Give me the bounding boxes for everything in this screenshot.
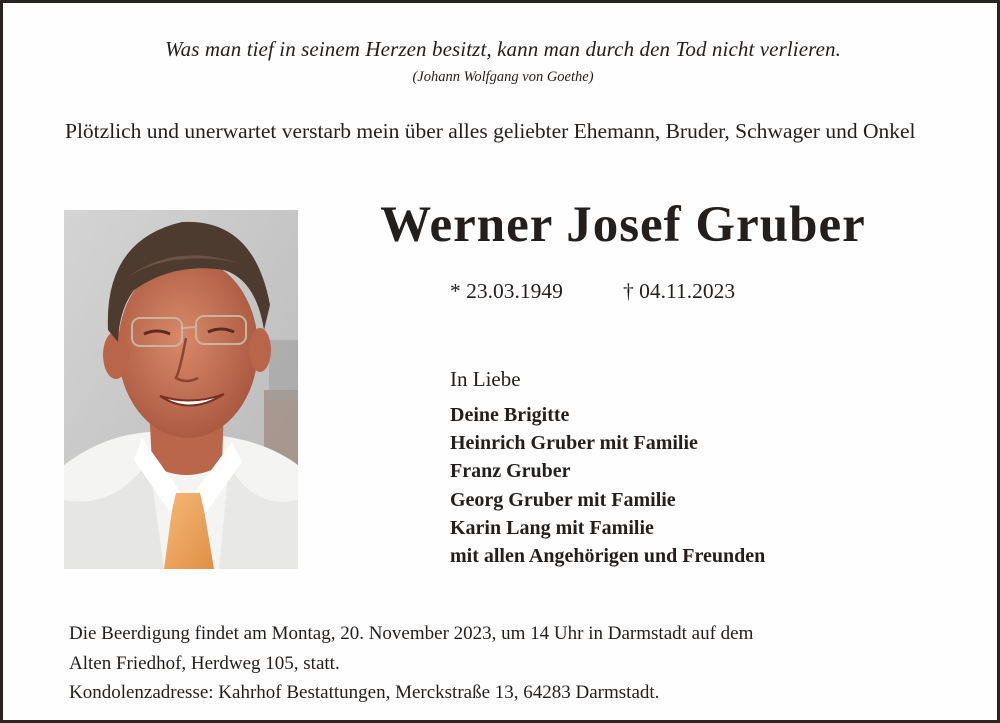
mourner-name: Karin Lang mit Familie bbox=[450, 516, 654, 539]
birth-date: * 23.03.1949 bbox=[450, 279, 563, 303]
mourner-name: Georg Gruber mit Familie bbox=[450, 488, 676, 511]
funeral-details bbox=[69, 619, 969, 708]
portrait-photo bbox=[64, 210, 298, 569]
mourner-name: Franz Gruber bbox=[450, 460, 571, 483]
mourner-name: Deine Brigitte bbox=[450, 404, 570, 426]
funeral-line: Die Beerdigung findet am Montag, 20. November 2023, um 14 Uhr in Darmstadt auf dem bbox=[69, 623, 754, 644]
death-date: † 04.11.2023 bbox=[623, 279, 736, 303]
in-love-label: In Liebe bbox=[450, 367, 521, 391]
intro-text: Plötzlich und unerwartet verstarb mein über alles geliebter Ehemann, Bruder, Schwager und Onkel bbox=[65, 119, 916, 143]
funeral-line: Alten Friedhof, Herdweg 105, statt. bbox=[69, 652, 340, 674]
goethe-quote: Was man tief in seinem Herzen besitzt, kann man durch den Tod nicht verlieren. bbox=[164, 37, 842, 61]
mourner-list bbox=[450, 401, 765, 570]
mourner-name: mit allen Angehörigen und Freunden bbox=[450, 545, 766, 568]
mourner-name: Heinrich Gruber mit Familie bbox=[450, 432, 698, 455]
condolence-address: Kondolenzadresse: Kahrhof Bestattungen, Merckstraße 13, 64283 Darmstadt. bbox=[69, 682, 660, 703]
deceased-name: Werner Josef Gruber bbox=[380, 197, 866, 253]
quote-author: (Johann Wolfgang von Goethe) bbox=[412, 69, 594, 85]
